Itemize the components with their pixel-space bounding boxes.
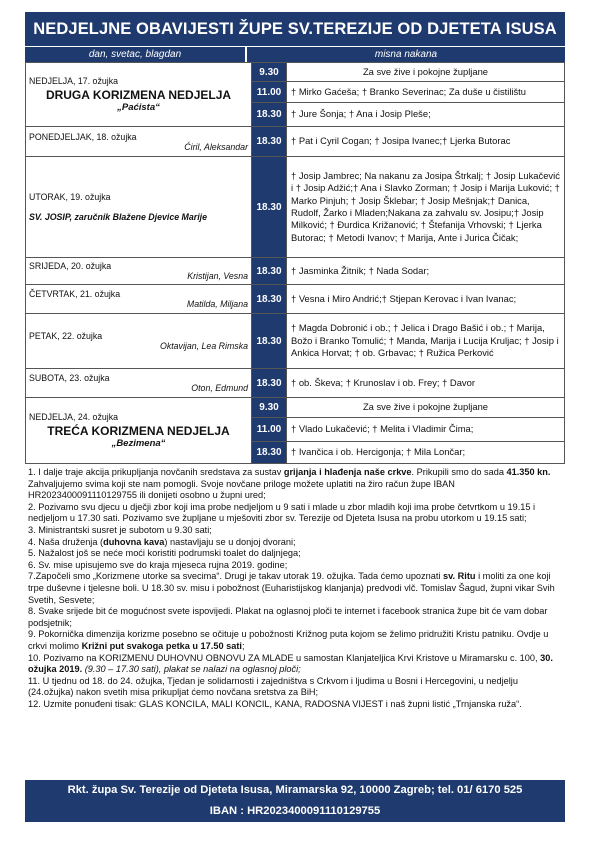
- bulletin: [25, 12, 565, 710]
- note-text: Zahvaljujemo svima koji ste nam pomogli. Svoje novčane priloge možete uplatiti na žiro račun župe IBAN HR2023400091110129755 ili donijeti osobno u župni ured;: [28, 478, 455, 501]
- footer-banner: [25, 780, 565, 822]
- day-name: SUBOTA, 23. ožujka: [29, 373, 110, 383]
- announcement-6: 6. Sv. mise upisujemo sve do kraja mjeseca rujna 2019. godine;: [28, 559, 288, 570]
- note-emphasis: Križni put svakoga petka u 17.50 sati: [81, 640, 242, 651]
- mass-time: 9.30: [252, 63, 287, 82]
- mass-time: 18.30: [252, 157, 287, 258]
- note-text: ) nastavljaju se u donjoj dvorani;: [164, 536, 296, 547]
- announcement-1: [28, 467, 562, 502]
- mass-intention: † Mirko Gaćeša; † Branko Severinac; Za duše u čistilištu: [287, 82, 565, 103]
- day-saint: SV. JOSIP, zaručnik Blažene Djevice Marije: [29, 212, 207, 222]
- day-title: TREĆA KORIZMENA NEDJELJA: [47, 424, 230, 438]
- mass-time: 18.30: [252, 103, 287, 127]
- announcement-12: 12. Uzmite ponuđeni tisak: GLAS KONCILA, MALI KONCIL, KANA, RADOSNA VIJEST i naš župni listić „Trnjanska ruža“.: [28, 698, 522, 709]
- mass-time: 9.30: [252, 398, 287, 418]
- day-cell: [26, 285, 252, 314]
- announcement-10: [28, 653, 562, 676]
- day-name: NEDJELJA, 17. ožujka: [29, 76, 118, 86]
- mass-intention: Za sve žive i pokojne župljane: [287, 398, 565, 418]
- mass-intention: † Jure Šonja; † Ana i Josip Pleše;: [287, 103, 565, 127]
- table-row: [26, 63, 565, 82]
- announcement-8: 8. Svake srijede bit će mogućnost svete ispovijedi. Plakat na oglasnoj ploči te internet i facebook stranica župe bit će vam dobar podsjetnik;: [28, 606, 548, 628]
- mass-intention: † Magda Dobronić i ob.; † Jelica i Drago Bašić i ob.; † Marija, Božo i Branko Tomulić; † Manda, Marija i Lucija Kruljac; † Josip i Ankica Horvat; † ob. Grbavac; † Ružica Perković: [287, 314, 565, 369]
- table-row: [26, 314, 565, 369]
- mass-time: 18.30: [252, 369, 287, 398]
- mass-intention: Za sve žive i pokojne župljane: [287, 63, 565, 82]
- mass-time: 18.30: [252, 442, 287, 464]
- mass-time: 11.00: [252, 82, 287, 103]
- day-cell: [26, 127, 252, 157]
- column-header-day: dan, svetac, blagdan: [88, 49, 182, 60]
- note-text: 4. Naša druženja (: [28, 536, 104, 547]
- announcement-11: 11. U tjednu od 18. do 24. ožujka, Tjedan je solidarnosti i zajedništva s Crkvom i ljudima u Bosni i Hercegovini, u nedjelju (24.ožujka) nakon svetih misa prikupljat ćemo novčana sretstva za BiH;: [28, 675, 518, 698]
- parish-address: Rkt. župa Sv. Terezije od Djeteta Isusa, Miramarska 92, 10000 Zagreb; tel. 01/ 6170 525: [67, 784, 523, 796]
- day-cell: [26, 398, 252, 464]
- day-cell: [26, 63, 252, 127]
- day-cell: [26, 157, 252, 258]
- note-text: 7.Započeli smo „Korizmene utorke sa svecima“. Drugi je takav utorak 19. ožujka. Tada ćemo upoznati: [28, 571, 443, 582]
- mass-intention: † Josip Jambrec; Na nakanu za Josipa Štrkalj; † Josip Lukačević i † Josip Adžić;† Ana i Slavko Zorman; † Josip i Marija Luković; † Marko Pinjuh; † Josip Šklebar; † Josip Mešnjak;† Danica, Rudolf, Žarko i Mladen;Nakana za zahvalu sv. Josipu;† Josip Milković; † Đurdica Križanović; † Štefanija Vrhovski; † Ljerka Butorac; † Metodi Ivanov; † Marija, Ante i Jurica Čičak;: [287, 157, 565, 258]
- note-italic: (9.30 – 17.30 sati), plakat se nalazi na oglasnoj ploči;: [82, 664, 301, 675]
- day-cell: [26, 314, 252, 369]
- day-name: PONEDJELJAK, 18. ožujka: [29, 131, 137, 142]
- announcement-2: 2. Pozivamo svu djecu u dječji zbor koji ima probe nedjeljom u 9 sati i mlade u zbor mladih koji ima probe četvrtkom u 19.15 i nedjeljom u 17.30 sati. Pozivamo sve župljane u mješoviti zbor sv. Terezije od Djeteta Isusa na probu utorkom u 19.15 sati;: [28, 501, 536, 524]
- mass-intention: † Vesna i Miro Andrić;† Stjepan Kerovac i Ivan Ivanac;: [287, 285, 565, 314]
- parish-iban: IBAN : HR2023400091110129755: [209, 805, 381, 817]
- note-emphasis: sv. Ritu: [443, 571, 476, 582]
- mass-time: 11.00: [252, 418, 287, 442]
- day-saint: Ćiril, Aleksandar: [184, 141, 248, 152]
- mass-intention: † ob. Škeva; † Krunoslav i ob. Frey; † Davor: [287, 369, 565, 398]
- announcement-7: [28, 571, 562, 606]
- table-row: [26, 258, 565, 285]
- day-name: UTORAK, 19. ožujka: [29, 192, 111, 202]
- note-text: 1. I dalje traje akcija prikupljanja novčanih sredstava za sustav: [28, 467, 284, 477]
- day-saint: Matilda, Miljana: [186, 299, 248, 309]
- day-cell: [26, 258, 252, 285]
- table-row: [26, 157, 565, 258]
- announcement-4: [28, 537, 562, 549]
- mass-time: 18.30: [252, 314, 287, 369]
- day-subtitle: „Bezimena“: [111, 438, 166, 449]
- day-saint: Kristijan, Vesna: [187, 271, 248, 281]
- announcements: [25, 464, 565, 710]
- day-name: NEDJELJA, 24. ožujka: [29, 412, 118, 422]
- day-cell: [26, 369, 252, 398]
- announcement-9: [28, 629, 562, 652]
- mass-time: 18.30: [252, 258, 287, 285]
- day-name: PETAK, 22. ožujka: [29, 331, 103, 341]
- note-emphasis: 41.350 kn.: [506, 467, 551, 477]
- note-text: 10. Pozivamo na KORIZMENU DUHOVNU OBNOVU ZA MLADE u samostan Klanjateljica Krvi Kristove u Miramarsku c. 100,: [28, 652, 541, 663]
- table-row: [26, 369, 565, 398]
- announcement-3: 3. Ministrantski susret je subotom u 9.30 sati;: [28, 524, 212, 535]
- mass-time: 18.30: [252, 127, 287, 157]
- day-title: DRUGA KORIZMENA NEDJELJA: [45, 88, 232, 102]
- day-name: ČETVRTAK, 21. ožujka: [29, 289, 121, 299]
- day-subtitle: „Paćista“: [117, 102, 160, 113]
- note-emphasis: grijanja i hlađenja naše crkve: [283, 467, 412, 477]
- day-name: SRIJEDA, 20. ožujka: [29, 261, 112, 271]
- page-title: NEDJELJNE OBAVIJESTI ŽUPE SV.TEREZIJE OD DJETETA ISUSA: [25, 12, 565, 46]
- day-saint: Oktavijan, Lea Rimska: [159, 341, 248, 351]
- note-text: 9. Pokornička dimenzija korizme posebno se očituje u pobožnosti Križnog puta kojom se želimo pridružiti Kristu patniku. Ovdje u crkvi molimo: [28, 629, 549, 651]
- note-text: ;: [241, 640, 245, 651]
- day-saint: Oton, Edmund: [191, 383, 248, 393]
- note-text: . Prikupili smo do sada: [411, 467, 507, 477]
- announcement-5: 5. Nažalost još se neće moći koristiti podrumski toalet do daljnjega;: [28, 548, 301, 559]
- column-header-intention: misna nakana: [245, 47, 565, 62]
- table-row: [26, 127, 565, 157]
- mass-time: 18.30: [252, 285, 287, 314]
- mass-schedule-table: [25, 62, 565, 464]
- note-emphasis: 30. ožujka 2019.: [28, 652, 553, 675]
- note-emphasis: duhovna kava: [103, 536, 165, 547]
- mass-intention: † Jasminka Žitnik; † Nada Sodar;: [287, 258, 565, 285]
- mass-intention: † Ivančica i ob. Hercigonja; † Mila Lončar;: [287, 442, 565, 464]
- mass-intention: † Vlado Lukačević; † Melita i Vladimir Čima;: [287, 418, 565, 442]
- table-row: [26, 285, 565, 314]
- note-text: i moliti za one koji trpe duševne i tjelesne boli. U 18.30 sv. misu i pobožnost (Euharistijskog klanjanja) predvodi vlč. Tomislav Šagud, župni vikar Svih Svetih, Sesvete;: [28, 571, 555, 605]
- table-row: [26, 398, 565, 418]
- schedule-header: [25, 47, 565, 62]
- mass-intention: † Pat i Cyril Cogan; † Josipa Ivanec;† Ljerka Butorac: [287, 127, 565, 157]
